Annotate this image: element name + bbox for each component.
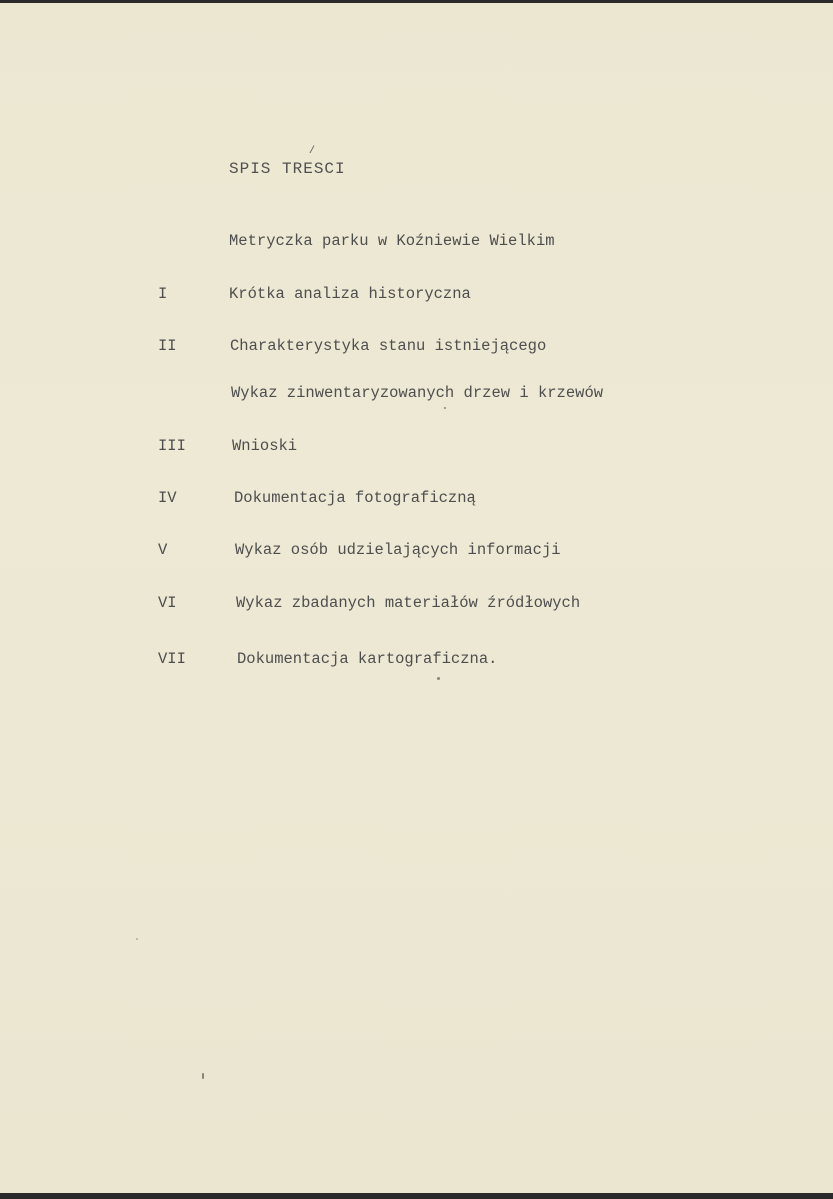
bottom-border [0,1193,833,1199]
toc-entry-label: Dokumentacja kartograficzna. [237,650,498,668]
paper-speck [444,407,446,409]
toc-entry-label: Krótka analiza historyczna [229,285,471,303]
top-border [0,0,833,3]
toc-entry-number: II [158,337,177,355]
toc-entry-label: Wykaz zinwentaryzowanych drzew i krzewów [231,384,604,402]
toc-entry-label: Wnioski [232,437,298,455]
toc-entry-number: III [158,437,186,455]
title-accent-mark: / [309,146,316,157]
paper-speck [202,1073,204,1079]
page-title: SPIS TRESCI [229,160,346,178]
toc-entry-label: Wykaz zbadanych materiałów źródłowych [236,594,581,612]
toc-entry-number: VI [158,594,177,612]
toc-entry-number: VII [158,650,186,668]
toc-entry-number: V [158,541,168,559]
toc-entry-label: Metryczka parku w Koźniewie Wielkim [229,232,555,250]
toc-entry-number: IV [158,489,177,507]
toc-entry-number: I [158,285,168,303]
paper-speck [136,938,138,940]
toc-entry-label: Dokumentacja fotograficzną [234,489,476,507]
toc-entry-label: Charakterystyka stanu istniejącego [230,337,547,355]
paper-speck [437,677,440,680]
toc-entry-label: Wykaz osób udzielających informacji [235,541,561,559]
